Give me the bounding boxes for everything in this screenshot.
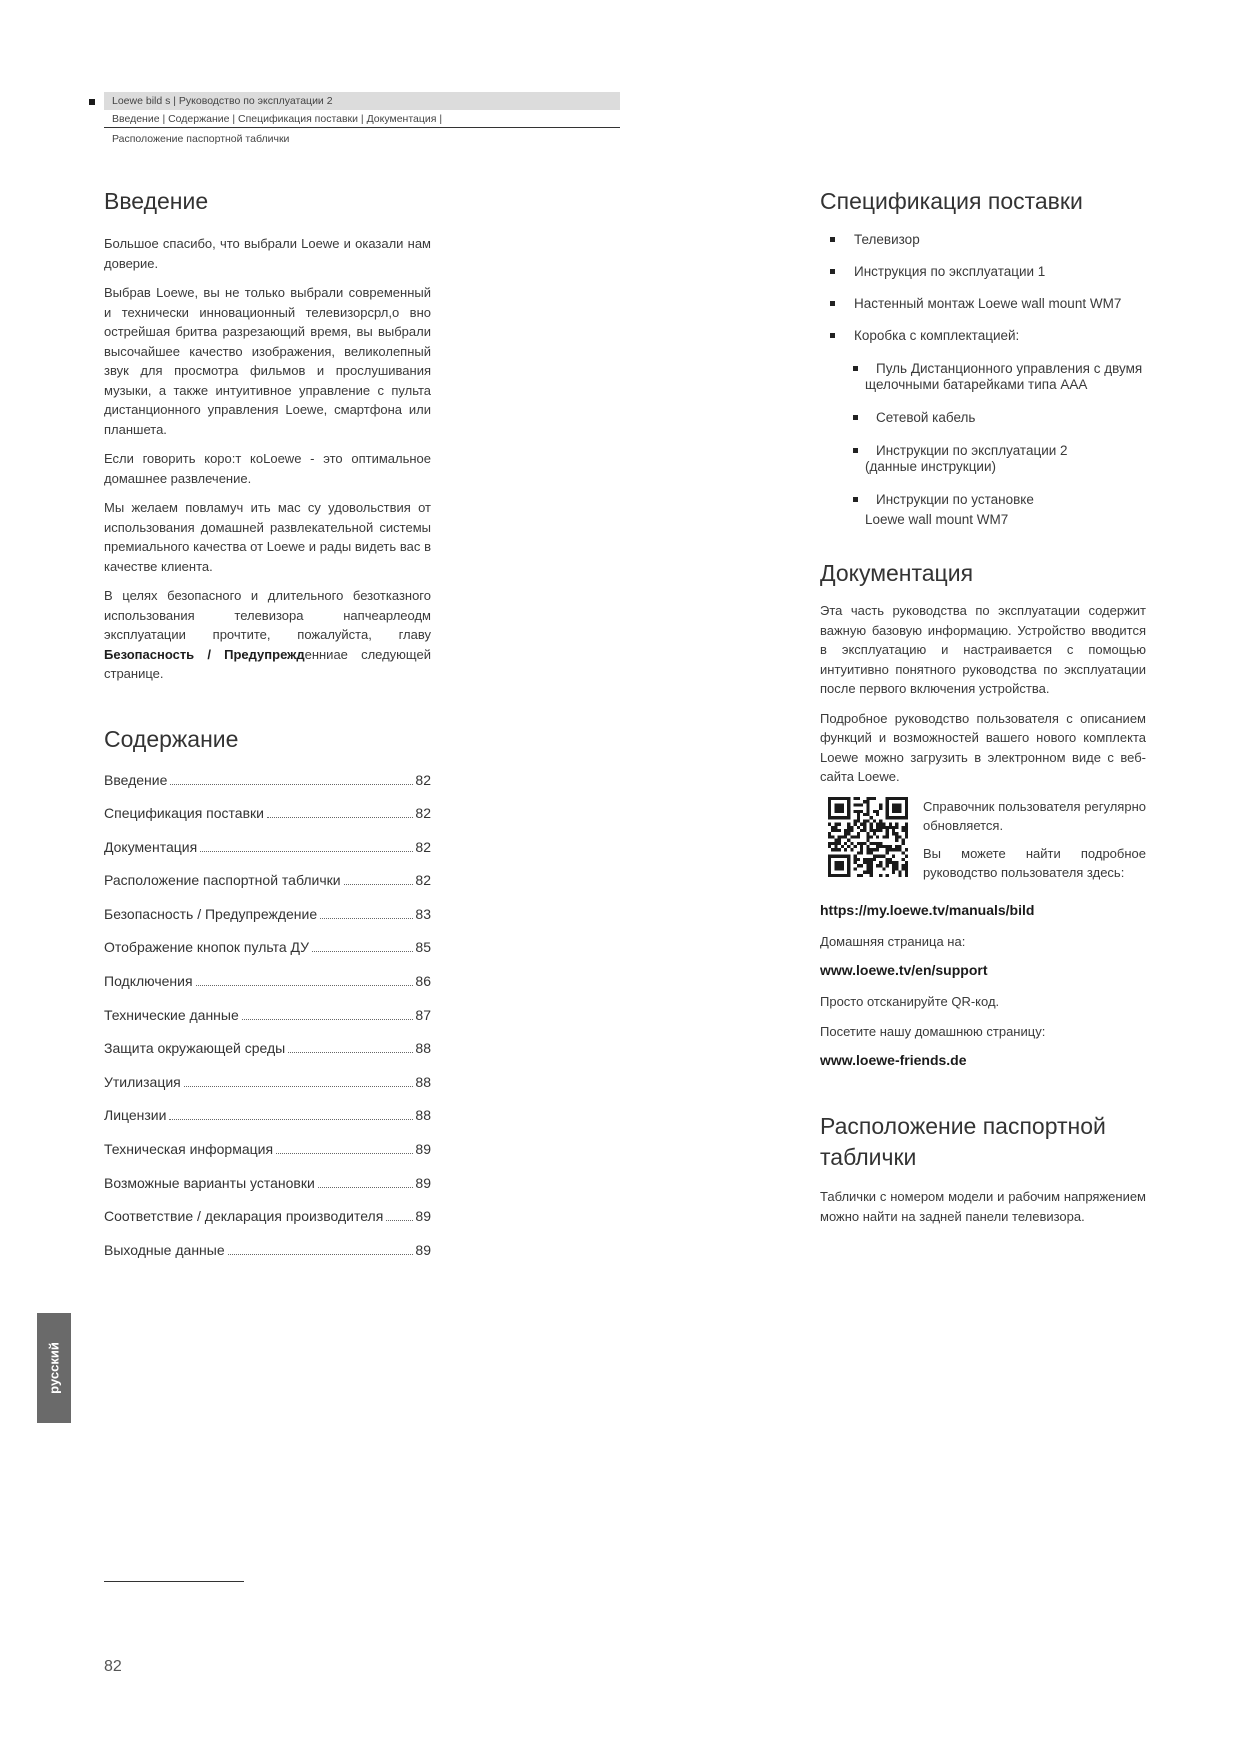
- qr-note-2: Вы можете найти подробное руководство пользователя здесь:: [923, 845, 1146, 880]
- toc-row[interactable]: [104, 804, 431, 822]
- toc-leader-dots: [318, 1187, 414, 1188]
- homepage-label: Домашняя страница на:: [820, 933, 966, 949]
- spec-list: [820, 231, 1146, 528]
- toc-leader-dots: [184, 1086, 414, 1087]
- box-item-line: Инструкции по установке: [876, 492, 1034, 507]
- box-contents-list: [820, 361, 1146, 528]
- toc-entry-page: 89: [415, 1208, 431, 1225]
- toc-leader-dots: [267, 817, 413, 818]
- qr-code-icon[interactable]: [828, 797, 908, 877]
- intro-paragraph-4: Мы желаем повламуч ить мас су удовольствия от использования домашней развлекательной системы премиального качества от Loewe и рады видеть вас в качестве клиента.: [104, 500, 431, 574]
- toc-entry-page: 88: [415, 1107, 431, 1124]
- toc-entry-page: 82: [415, 872, 431, 889]
- qr-note-1: Справочник пользователя регулярно обновляется.: [923, 798, 1146, 833]
- toc-row[interactable]: [104, 1140, 431, 1158]
- toc-leader-dots: [242, 1019, 414, 1020]
- toc-row[interactable]: [104, 972, 431, 990]
- box-item: [820, 443, 1146, 475]
- toc-row[interactable]: [104, 771, 431, 789]
- toc-leader-dots: [170, 784, 413, 785]
- toc-entry-label: Отображение кнопок пульта ДУ: [104, 939, 310, 956]
- intro-p5-text: В целях безопасного и длительного безотказного использования телевизора напчеарлеодм эксплуатации прочтите, пожалуйста, главу: [104, 588, 431, 642]
- toc-entry-label: Лицензии: [104, 1107, 167, 1124]
- footnote-rule: [104, 1581, 244, 1582]
- toc-leader-dots: [228, 1254, 414, 1255]
- toc-entry-page: 89: [415, 1174, 431, 1191]
- language-tab: [37, 1313, 71, 1423]
- toc-row[interactable]: [104, 838, 431, 856]
- intro-p5-text-end: енниае следующей странице.: [104, 646, 431, 681]
- intro-paragraph-3: Если говорить коро:т коLoewe - это оптимальное домашнее развлечение.: [104, 451, 431, 486]
- toc-entry-label: Соответствие / декларация производителя: [104, 1208, 384, 1225]
- visit-label: Посетите нашу домашнюю страницу:: [820, 1023, 1046, 1039]
- box-item: [820, 410, 1146, 426]
- toc-entry-page: 88: [415, 1040, 431, 1057]
- toc-leader-dots: [344, 884, 414, 885]
- toc-entry-label: Защита окружающей среды: [104, 1040, 286, 1057]
- box-item-line: Сетевой кабель: [876, 410, 976, 425]
- support-url-link[interactable]: www.loewe.tv/en/support: [820, 962, 988, 978]
- toc-row[interactable]: [104, 1207, 431, 1225]
- toc-leader-dots: [320, 918, 413, 919]
- docs-paragraph-1: Эта часть руководства по эксплуатации содержит важную базовую информацию. Устройство вводится в эксплуатацию и настраивается с помощью интуитивно понятного руководства по эксплуатации после первого включения устройства.: [820, 603, 1146, 696]
- toc-entry-label: Технические данные: [104, 1006, 239, 1023]
- header-bullet: [89, 99, 95, 105]
- scan-label: Просто отсканируйте QR-код.: [820, 994, 1000, 1009]
- toc-entry-label: Документация: [104, 838, 198, 855]
- toc-heading: Содержание: [104, 725, 239, 752]
- toc-entry-page: 82: [415, 838, 431, 855]
- page-number: 82: [104, 1658, 122, 1675]
- safety-chapter-ref: Безопасность / Предупрежд: [104, 646, 305, 662]
- toc-entry-label: Техническая информация: [104, 1141, 274, 1158]
- qr-section: [820, 797, 1146, 891]
- docs-heading: Документация: [820, 560, 974, 586]
- toc-entry-page: 87: [415, 1006, 431, 1023]
- header-breadcrumb: Введение | Содержание | Спецификация поставки | Документация |: [104, 111, 620, 128]
- qr-notes: [923, 797, 1146, 891]
- spec-item: Инструкция по эксплуатации 1: [820, 263, 1146, 281]
- box-item: [820, 361, 1146, 393]
- spec-item: Настенный монтаж Loewe wall mount WM7: [820, 295, 1146, 313]
- box-item-line: Инструкции по эксплуатации 2: [876, 443, 1068, 458]
- toc-leader-dots: [312, 951, 413, 952]
- box-item-line: Пуль Дистанционного управления с двумя: [876, 361, 1143, 376]
- spec-item: [820, 327, 1146, 528]
- toc-row[interactable]: [104, 905, 431, 923]
- toc-entry-label: Безопасность / Предупреждение: [104, 905, 318, 922]
- toc-entry-page: 86: [415, 973, 431, 990]
- toc-row[interactable]: [104, 1106, 431, 1124]
- intro-paragraph-2: Выбрав Loewe, вы не только выбрали современный и технически инновационный телевизорсрл,о вно острейшая бритва разрезающий время, вы выбрали высочайшее качество изображения, великолепный звук для просмотра фильмов и прослушивания музыки, а также интуитивное управление с пульта дистанционного управления Loewe, смартфона или планшета.: [104, 285, 431, 437]
- intro-paragraph-5: [104, 586, 431, 684]
- toc-leader-dots: [200, 851, 413, 852]
- toc-leader-dots: [386, 1220, 413, 1221]
- toc-row[interactable]: [104, 938, 431, 956]
- toc-row[interactable]: [104, 1241, 431, 1259]
- friends-url-link[interactable]: www.loewe-friends.de: [820, 1052, 967, 1068]
- toc-list: [104, 771, 431, 1259]
- toc-entry-page: 89: [415, 1241, 431, 1258]
- toc-leader-dots: [196, 985, 414, 986]
- toc-leader-dots: [288, 1052, 413, 1053]
- toc-entry-label: Подключения: [104, 973, 193, 990]
- toc-entry-page: 88: [415, 1073, 431, 1090]
- spec-item: Телевизор: [820, 231, 1146, 249]
- box-item: [820, 492, 1146, 528]
- header-breadcrumb-continued: Расположение паспортной таблички: [112, 133, 290, 145]
- toc-row[interactable]: [104, 1006, 431, 1024]
- box-item-line: Loewe wall mount WM7: [865, 512, 1009, 527]
- toc-entry-label: Спецификация поставки: [104, 805, 264, 822]
- spec-item-box: Коробка с комплектацией:: [854, 328, 1020, 343]
- toc-leader-dots: [169, 1119, 413, 1120]
- toc-leader-dots: [276, 1153, 413, 1154]
- docs-paragraph-2: Подробное руководство пользователя с описанием функций и возможностей вашего нового комплекта Loewe можно загрузить в электронном виде с веб-сайта Loewe.: [820, 710, 1146, 784]
- spec-heading: Спецификация поставки: [820, 188, 1083, 214]
- toc-row[interactable]: [104, 1174, 431, 1192]
- box-item-line: щелочными батарейками типа AAA: [865, 377, 1088, 392]
- toc-entry-page: 82: [415, 805, 431, 822]
- toc-row[interactable]: [104, 1039, 431, 1057]
- box-item-line: (данные инструкции): [865, 459, 997, 474]
- left-column: [104, 186, 431, 1274]
- toc-entry-label: Выходные данные: [104, 1241, 225, 1258]
- toc-row[interactable]: [104, 871, 431, 889]
- header-title: Loewe bild s | Руководство по эксплуатации 2: [104, 92, 620, 110]
- right-column: [820, 186, 1146, 1236]
- plate-paragraph: Таблички с номером модели и рабочим напряжением можно найти на задней панели телевизора.: [820, 1189, 1146, 1224]
- toc-entry-page: 89: [415, 1141, 431, 1158]
- toc-entry-label: Введение: [104, 771, 168, 788]
- plate-heading: Расположение паспортной таблички: [820, 1113, 1106, 1170]
- intro-paragraph-1: Большое спасибо, что выбрали Loewe и оказали нам доверие.: [104, 236, 431, 271]
- language-tab-label: русский: [46, 1342, 62, 1394]
- intro-heading: Введение: [104, 188, 209, 214]
- toc-entry-page: 85: [415, 939, 431, 956]
- toc-entry-page: 82: [415, 771, 431, 788]
- toc-entry-label: Утилизация: [104, 1073, 181, 1090]
- toc-entry-label: Возможные варианты установки: [104, 1174, 315, 1191]
- toc-entry-page: 83: [415, 905, 431, 922]
- toc-row[interactable]: [104, 1073, 431, 1091]
- manual-url-link[interactable]: https://my.loewe.tv/manuals/bild: [820, 901, 1035, 918]
- toc-entry-label: Расположение паспортной таблички: [104, 872, 341, 889]
